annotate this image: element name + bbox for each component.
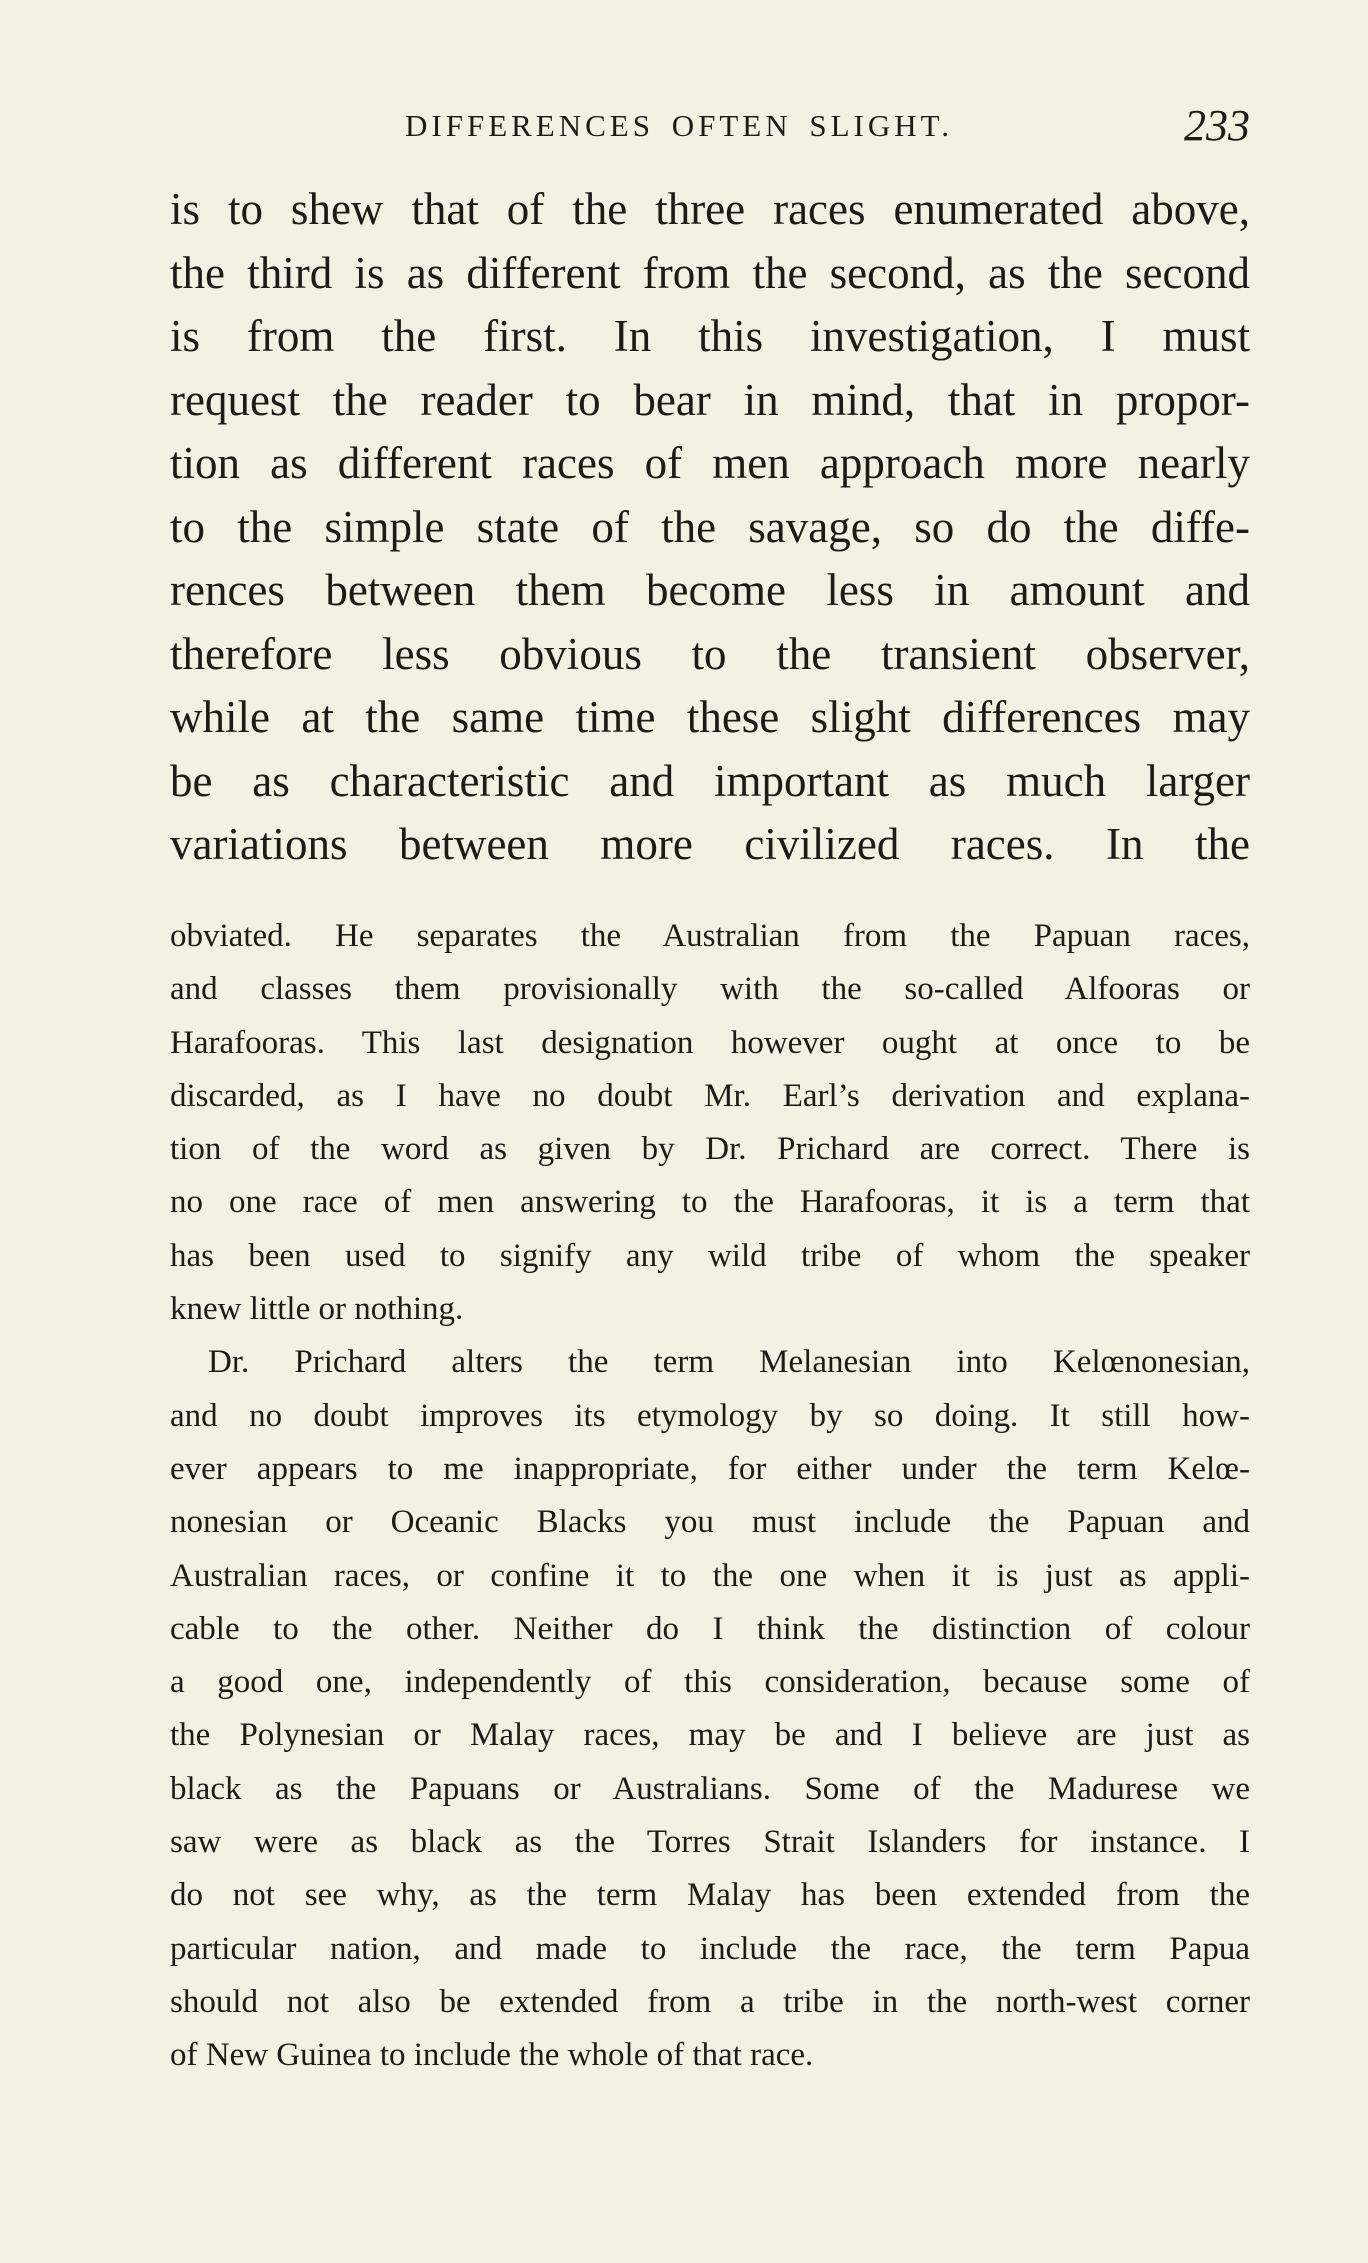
footnote-line: the Polynesian or Malay races, may be and I believe are just as	[170, 1717, 1250, 1754]
footnote-line: ever appears to me inappropriate, for either under the term Kelœ-	[170, 1450, 1250, 1487]
footnote-line: knew little or nothing.	[170, 1291, 464, 1328]
footnote-line: and no doubt improves its etymology by so doing. It still how-	[170, 1397, 1250, 1434]
page-number: 233	[1184, 101, 1250, 150]
body-line: is to shew that of the three races enumerated above,	[170, 184, 1250, 234]
running-title: DIFFERENCES OFTEN SLIGHT.	[405, 108, 954, 143]
footnote-line: Dr. Prichard alters the term Melanesian into Kelœnonesian,	[208, 1344, 1250, 1381]
body-line: is from the first. In this investigation, I must	[170, 311, 1250, 361]
footnote-line: should not also be extended from a tribe in the north-west corner	[170, 1983, 1250, 2020]
footnote-line: saw were as black as the Torres Strait Islanders for instance. I	[170, 1824, 1250, 1861]
body-line: request the reader to bear in mind, that in propor-	[170, 374, 1250, 425]
footnote-line: has been used to signify any wild tribe of whom the speaker	[170, 1237, 1250, 1274]
footnote-line: cable to the other. Neither do I think the distinction of colour	[170, 1610, 1250, 1647]
footnote-line: do not see why, as the term Malay has been extended from the	[170, 1877, 1250, 1914]
footnote-line: a good one, independently of this consideration, because some of	[170, 1664, 1250, 1701]
footnote	[170, 910, 1250, 2083]
footnote-line: tion of the word as given by Dr. Prichard are correct. There is	[170, 1131, 1250, 1168]
body-line: variations between more civilized races. In the	[170, 819, 1250, 869]
body-line: therefore less obvious to the transient observer,	[170, 628, 1250, 679]
body-line: the third is as different from the second, as the second	[170, 247, 1250, 298]
body-line: rences between them become less in amount and	[170, 565, 1250, 615]
footnote-line: nonesian or Oceanic Blacks you must include the Papuan and	[170, 1504, 1250, 1541]
footnote-line: of New Guinea to include the whole of that race.	[170, 2037, 814, 2074]
footnote-line: Australian races, or confine it to the one when it is just as appli-	[170, 1557, 1250, 1594]
footnote-line: obviated. He separates the Australian from the Papuan races,	[170, 918, 1250, 954]
main-text	[170, 178, 1250, 877]
footnote-line: no one race of men answering to the Harafooras, it is a term that	[170, 1184, 1250, 1221]
body-line: tion as different races of men approach more nearly	[170, 438, 1250, 488]
footnote-line: Harafooras. This last designation however ought at once to be	[170, 1024, 1250, 1061]
body-line: to the simple state of the savage, so do the diffe-	[170, 501, 1250, 552]
body-line: while at the same time these slight differences may	[170, 692, 1250, 742]
body-line: be as characteristic and important as much larger	[170, 755, 1250, 806]
footnote-line: particular nation, and made to include the race, the term Papua	[170, 1930, 1250, 1967]
footnote-line: discarded, as I have no doubt Mr. Earl’s derivation and explana-	[170, 1077, 1250, 1114]
footnote-line: and classes them provisionally with the so-called Alfooras or	[170, 971, 1250, 1008]
footnote-line: black as the Papuans or Australians. Some of the Madurese we	[170, 1770, 1250, 1807]
running-head	[170, 100, 1250, 160]
